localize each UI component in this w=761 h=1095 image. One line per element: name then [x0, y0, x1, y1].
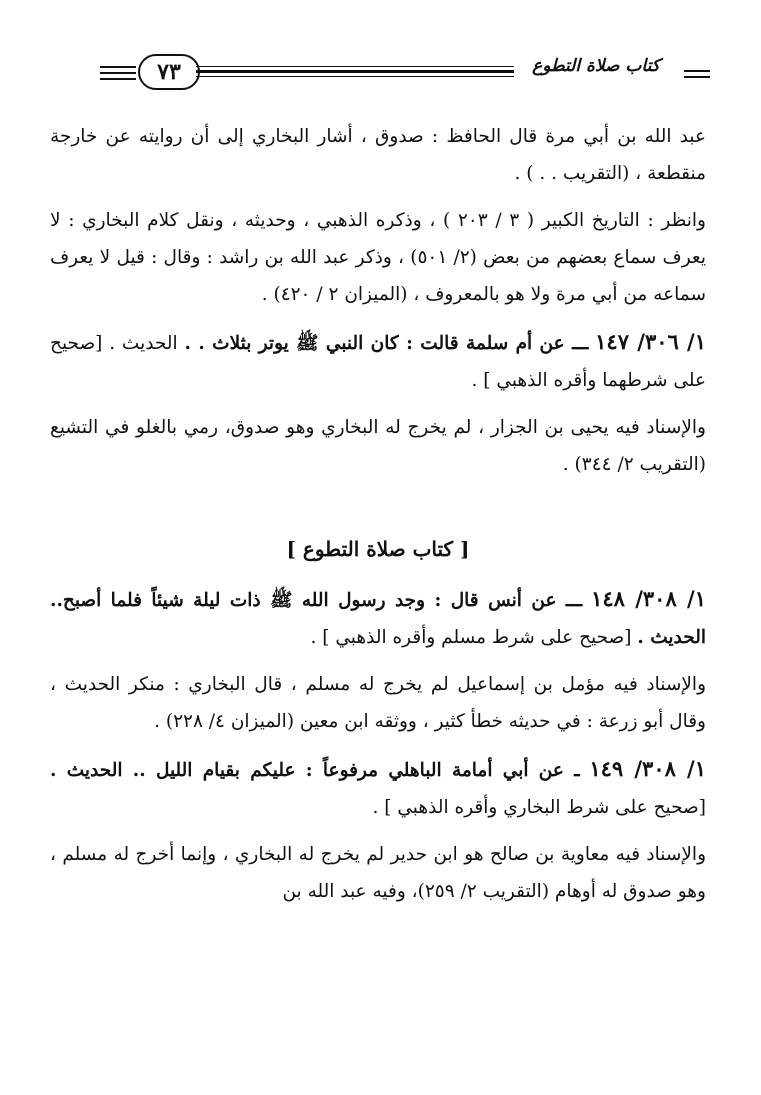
header-left-ornament [100, 66, 136, 80]
page-content [50, 118, 706, 920]
hadith-number: ١/ ٣٠٦/ ١٤٧ [595, 329, 706, 354]
hadith-grading: [صحيح على شرط البخاري وأقره الذهبي ] . [372, 797, 706, 818]
paragraph: وانظر : التاريخ الكبير ( ٣ / ٢٠٣ ) ، وذكره الذهبي ، وحديثه ، ونقل كلام البخاري : لا يعرف سماع بعضهم من بعض (٢/ ٥٠١) ، وذكر عبد الله بن راشد : وقال : قيل لا يعرف سماعه من أبي مرة ولا هو بالمعروف ، (الميزان ٢ / ٤٢٠) . [50, 210, 706, 305]
hadith-grading: الحديث . [صحيح على شرطهما وأقره الذهبي ] . [50, 333, 706, 391]
hadith-grading: [صحيح على شرط مسلم وأقره الذهبي ] . [310, 627, 632, 648]
isnad-comment: والإسناد فيه يحيى بن الجزار ، لم يخرج له البخاري وهو صدوق، رمي بالغلو في التشيع (التقريب ٢/ ٣٤٤) . [50, 417, 706, 475]
header-rule [196, 66, 514, 67]
isnad-comment: والإسناد فيه معاوية بن صالح هو ابن حدير لم يخرج له البخاري ، وإنما أخرج له مسلم ، وهو صدوق له أوهام (التقريب ٢/ ٢٥٩)، وفيه عبد الله بن [50, 844, 706, 902]
hadith-entry [50, 750, 706, 826]
hadith-text: ـــ عن أنس قال : وجد رسول الله ﷺ ذات ليلة شيئاً فلما أصبح.. الحديث . [50, 590, 706, 648]
hadith-text: ـ عن أبي أمامة الباهلي مرفوعاً : عليكم بقيام الليل .. الحديث . [50, 760, 580, 781]
header-rule [196, 76, 514, 77]
running-title: كتاب صلاة التطوع [532, 56, 660, 76]
page-number: ٧٣ [138, 54, 200, 90]
page-header [100, 48, 710, 94]
hadith-entry [50, 580, 706, 656]
hadith-entry [50, 323, 706, 399]
section-heading: [ كتاب صلاة التطوع ] [286, 537, 470, 561]
hadith-number: ١/ ٣٠٨/ ١٤٨ [591, 586, 707, 611]
isnad-comment: والإسناد فيه مؤمل بن إسماعيل لم يخرج له مسلم ، قال البخاري : منكر الحديث ، وقال أبو زرعة : في حديثه خطأ كثير ، ووثقه ابن معين (الميزان ٤/ ٢٢٨) . [50, 674, 706, 732]
header-right-ornament [684, 66, 710, 80]
hadith-text: ـــ عن أم سلمة قالت : كان النبي ﷺ يوتر بثلاث . . [184, 333, 589, 354]
hadith-number: ١/ ٣٠٨/ ١٤٩ [589, 756, 707, 781]
header-rule-thick [196, 70, 514, 73]
paragraph: عبد الله بن أبي مرة قال الحافظ : صدوق ، أشار البخاري إلى أن روايته عن خارجة منقطعة ، (التقريب . . ) . [50, 126, 706, 184]
